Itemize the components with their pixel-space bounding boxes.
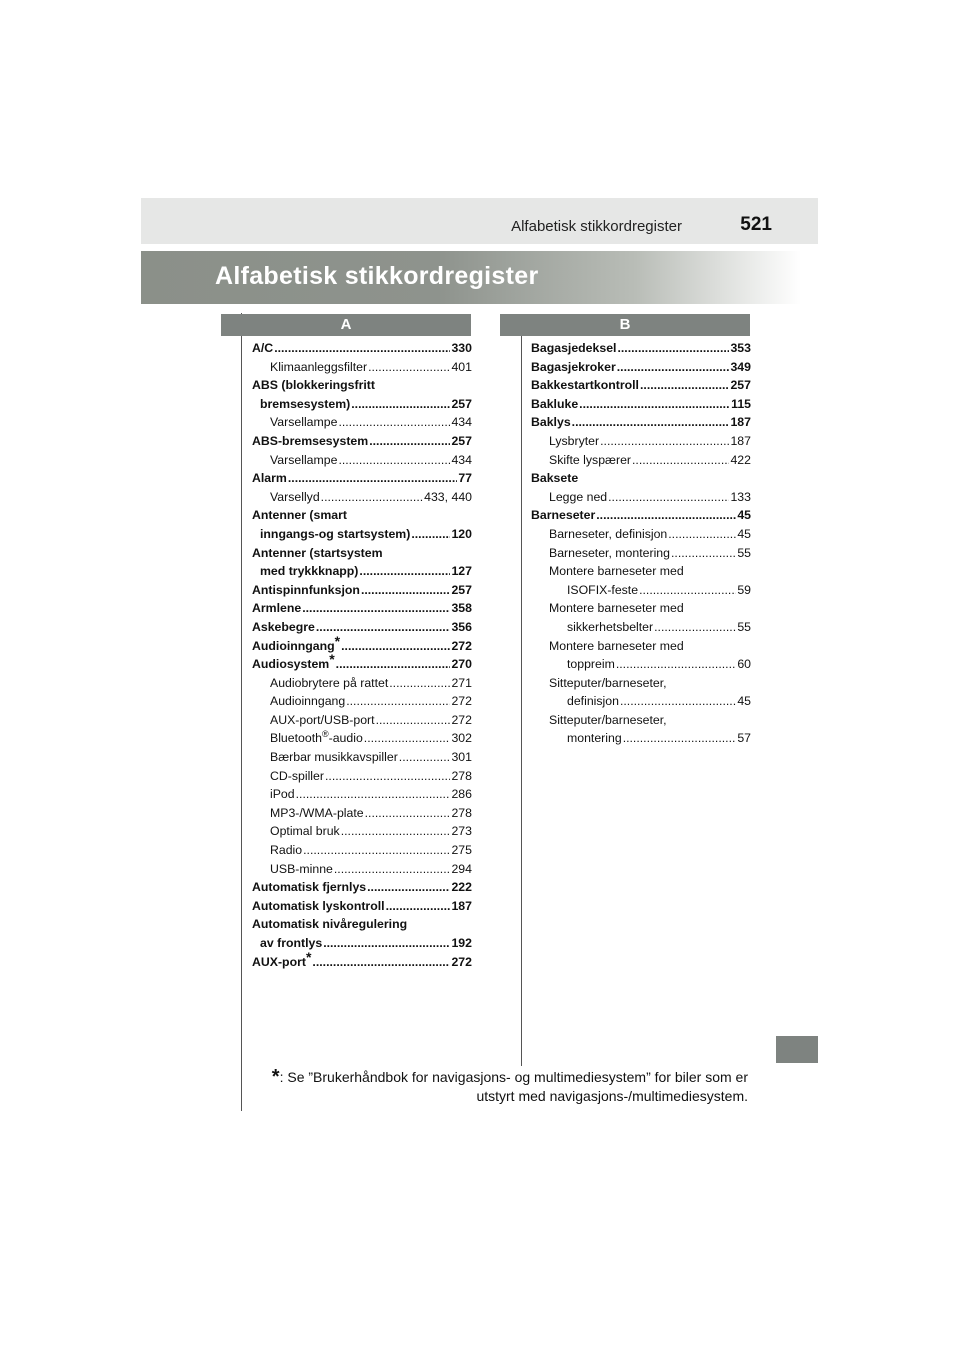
index-entry-pages: 45 <box>737 526 751 541</box>
middle-column-rule <box>521 336 522 1066</box>
dot-leader <box>312 953 450 972</box>
index-entry-pages: 257 <box>451 433 472 448</box>
dot-leader <box>572 413 730 432</box>
dot-leader <box>608 488 729 507</box>
index-entry <box>531 376 751 395</box>
index-entry-label: AUX-port/USB-port <box>270 712 375 727</box>
index-entry-label-group <box>252 948 312 972</box>
dot-leader <box>338 451 450 470</box>
index-entry-label: ISOFIX-feste <box>567 582 639 597</box>
index-entry <box>252 878 472 897</box>
index-entry <box>531 525 751 544</box>
index-entry-label: Bærbar musikkavspiller <box>270 750 398 765</box>
footnote <box>270 1068 748 1106</box>
index-entry-label: Automatisk nivåregulering <box>252 917 408 932</box>
footnote-star: * <box>271 1066 280 1088</box>
index-entry-label: Sitteputer/barneseter, <box>549 712 667 727</box>
index-entry-label: AUX-port <box>252 954 306 969</box>
index-entry <box>531 674 751 693</box>
index-entry-label: Audiobrytere på rattet <box>270 675 389 690</box>
index-entry-pages: 272 <box>451 694 472 709</box>
dot-leader <box>367 878 450 897</box>
dot-leader <box>620 692 736 711</box>
index-entry-label-group <box>567 692 619 711</box>
index-entry-pages: 257 <box>451 582 472 597</box>
index-entry <box>531 655 751 674</box>
index-entry-pages: 257 <box>730 378 751 393</box>
index-entry <box>252 651 472 674</box>
dot-leader <box>296 785 451 804</box>
footnote-star-marker: * <box>334 632 341 649</box>
index-entry-label: A/C <box>252 341 274 355</box>
index-entry-label: Varsellyd <box>270 489 320 504</box>
dot-leader <box>274 339 450 358</box>
index-entry-pages: 270 <box>451 657 472 672</box>
index-entry-label: Bluetooth <box>270 731 322 746</box>
index-column-b <box>531 339 751 748</box>
dot-leader <box>359 562 450 581</box>
dot-leader <box>617 339 729 358</box>
index-entry-label-group <box>549 488 607 507</box>
dot-leader <box>346 692 450 711</box>
index-entry-label-group <box>260 395 350 414</box>
footnote-text: : Se ”Brukerhåndbok for navigasjons- og multimediesystem” for biler som er utstyrt med navigasjons-/multimediesystem. <box>279 1069 748 1104</box>
index-entry <box>252 395 472 414</box>
index-entry-pages: 45 <box>737 508 751 523</box>
index-entry-label: Audioinngang <box>252 638 335 653</box>
index-entry-label: definisjon <box>567 694 619 709</box>
index-entry <box>252 822 472 841</box>
index-entry-label-group <box>531 506 595 525</box>
index-entry-label: Barneseter, definisjon <box>549 526 668 541</box>
dot-leader <box>325 767 450 786</box>
dot-leader <box>341 637 450 656</box>
index-entry-label: Antispinnfunksjon <box>252 582 360 597</box>
dot-leader <box>600 432 729 451</box>
index-entry <box>531 711 751 730</box>
index-entry <box>252 451 472 470</box>
dot-leader <box>639 581 736 600</box>
dot-leader <box>365 804 451 823</box>
letter-heading-b: B <box>500 314 750 336</box>
letter-heading-a: A <box>221 314 471 336</box>
index-entry <box>252 692 472 711</box>
index-entry <box>252 841 472 860</box>
index-entry-pages: 55 <box>737 619 751 634</box>
chapter-tab <box>776 1036 818 1063</box>
index-entry-label-group <box>260 562 358 581</box>
index-entry-label: inngangs-og startsystem) <box>260 526 411 541</box>
index-entry-pages: 187 <box>730 415 751 430</box>
dot-leader <box>334 860 451 879</box>
index-entry-label-group <box>270 785 295 804</box>
index-entry-pages: 115 <box>731 396 751 411</box>
index-entry-label: toppreim <box>567 657 615 672</box>
index-entry-label: Barneseter <box>531 508 596 523</box>
index-entry <box>531 395 751 414</box>
dot-leader <box>640 376 729 395</box>
index-entry-label-group <box>252 897 385 916</box>
footnote-star-marker: * <box>305 948 312 965</box>
dot-leader <box>386 897 451 916</box>
index-entry-label-group <box>270 488 320 507</box>
index-entry-pages: 127 <box>451 564 472 579</box>
index-entry-pages: 349 <box>730 359 751 374</box>
page-number: 521 <box>740 214 772 235</box>
index-entry <box>252 544 472 563</box>
index-entry-label-group <box>549 432 599 451</box>
index-entry-label-group <box>549 544 670 563</box>
index-entry <box>531 358 751 377</box>
index-entry-pages: 271 <box>451 675 472 690</box>
index-entry-label: Bagasjedeksel <box>531 341 617 355</box>
index-entry-label: sikkerhetsbelter <box>567 619 654 634</box>
index-entry-pages: 401 <box>451 359 472 374</box>
dot-leader <box>616 655 736 674</box>
index-entry <box>252 358 472 377</box>
index-entry <box>252 413 472 432</box>
dot-leader <box>399 748 451 767</box>
index-entry-label: ABS-bremsesystem <box>252 433 369 448</box>
index-entry-label-group <box>270 860 333 879</box>
index-entry-label-group <box>549 525 667 544</box>
dot-leader <box>323 934 450 953</box>
index-entry-pages: 120 <box>451 526 472 541</box>
dot-leader <box>303 841 450 860</box>
index-entry-pages: 434 <box>451 452 472 467</box>
index-entry-pages: 187 <box>730 433 751 448</box>
index-entry-label: CD-spiller <box>270 768 324 783</box>
dot-leader <box>361 581 451 600</box>
index-entry <box>252 581 472 600</box>
left-column-rule <box>241 313 242 1111</box>
index-entry-label-group <box>252 651 335 674</box>
index-entry-label-group <box>567 618 653 637</box>
dot-leader <box>302 599 450 618</box>
index-entry-label: Montere barneseter med <box>549 638 684 653</box>
index-entry-label: MP3-/WMA-plate <box>270 805 364 820</box>
index-entry-pages: 272 <box>451 638 472 653</box>
index-entry-pages: 272 <box>451 954 472 969</box>
index-entry-pages: 422 <box>730 452 751 467</box>
index-entry-label-group <box>252 432 368 451</box>
index-entry <box>252 339 472 358</box>
index-entry-label-group <box>260 525 410 544</box>
running-header <box>141 198 818 244</box>
index-entry-pages: 275 <box>451 843 472 858</box>
index-entry-label-group <box>270 674 388 693</box>
dot-leader <box>336 655 451 674</box>
index-entry-label-group <box>531 339 616 358</box>
index-entry-label: med trykkknapp) <box>260 564 359 579</box>
index-entry-label: Antenner (startsystem <box>252 545 383 560</box>
index-entry <box>252 432 472 451</box>
index-entry-pages: 286 <box>451 787 472 802</box>
index-entry-label: ABS (blokkeringsfritt <box>252 378 375 393</box>
index-entry-label: Varsellampe <box>270 452 338 467</box>
dot-leader <box>351 395 450 414</box>
index-entry-label-group <box>549 451 631 470</box>
dot-leader <box>389 674 450 693</box>
dot-leader <box>376 711 451 730</box>
dot-leader <box>338 413 450 432</box>
index-entry <box>531 506 751 525</box>
index-entry-label-group <box>252 632 341 656</box>
index-entry <box>531 413 751 432</box>
index-entry-pages: 353 <box>730 341 751 355</box>
index-entry-label-group <box>270 804 364 823</box>
index-entry-label: Baklys <box>531 415 571 430</box>
index-entry <box>252 562 472 581</box>
index-entry-pages: 133 <box>730 489 751 504</box>
dot-leader <box>321 488 423 507</box>
index-entry <box>252 729 472 748</box>
index-entry-label-group <box>270 413 337 432</box>
index-entry-pages: 57 <box>737 731 751 746</box>
index-entry <box>252 506 472 525</box>
index-entry-label: Bakluke <box>531 396 579 411</box>
index-entry-label: Askebegre <box>252 619 315 634</box>
index-entry-label: Montere barneseter med <box>549 564 684 579</box>
dot-leader <box>368 358 450 377</box>
index-entry <box>531 692 751 711</box>
index-entry-label: iPod <box>270 787 295 802</box>
index-entry <box>252 632 472 656</box>
index-entry-label-group <box>270 451 337 470</box>
index-entry-pages: 273 <box>451 824 472 839</box>
index-entry-label: Klimaanleggsfilter <box>270 359 368 374</box>
dot-leader <box>654 618 736 637</box>
dot-leader <box>632 451 729 470</box>
dot-leader <box>668 525 736 544</box>
index-entry <box>252 860 472 879</box>
index-entry <box>531 469 751 488</box>
index-entry-label-group <box>252 878 366 897</box>
index-entry-label: Automatisk fjernlys <box>252 880 367 895</box>
index-entry-label-group <box>270 822 340 841</box>
index-entry <box>531 488 751 507</box>
dot-leader <box>617 358 730 377</box>
index-entry <box>252 525 472 544</box>
index-entry-label: Sitteputer/barneseter, <box>549 675 667 690</box>
index-entry <box>531 618 751 637</box>
index-entry <box>531 637 751 656</box>
index-entry-label-group <box>270 748 398 767</box>
index-entry-label: Baksete <box>531 471 579 486</box>
dot-leader <box>369 432 450 451</box>
index-entry-label-group <box>270 729 363 748</box>
index-entry-pages: 55 <box>737 545 751 560</box>
index-entry <box>252 599 472 618</box>
index-entry <box>252 748 472 767</box>
index-entry-label: Varsellampe <box>270 415 338 430</box>
index-entry-label: Lysbryter <box>549 433 600 448</box>
index-entry-label: montering <box>567 731 622 746</box>
index-entry-label: Optimal bruk <box>270 824 340 839</box>
index-entry-pages: 356 <box>451 619 472 634</box>
dot-leader <box>596 506 736 525</box>
index-entry-label: Armlene <box>252 601 302 616</box>
index-entry <box>252 469 472 488</box>
index-entry <box>252 948 472 972</box>
index-entry <box>531 599 751 618</box>
index-entry-pages: 330 <box>451 341 472 355</box>
index-entry-pages: 187 <box>451 898 472 913</box>
index-entry <box>252 674 472 693</box>
index-entry-pages: 257 <box>451 396 472 411</box>
index-entry-label-group <box>260 934 322 953</box>
dot-leader <box>623 729 737 748</box>
index-entry-pages: 434 <box>451 415 472 430</box>
index-entry-label-group <box>567 581 638 600</box>
dot-leader <box>671 544 736 563</box>
index-entry-label-group <box>252 339 273 358</box>
index-entry <box>531 339 751 358</box>
index-entry <box>252 804 472 823</box>
index-entry-pages: 358 <box>451 601 472 616</box>
index-entry-pages: 278 <box>451 768 472 783</box>
index-entry-pages: 60 <box>737 657 751 672</box>
dot-leader <box>288 469 457 488</box>
index-entry <box>252 915 472 934</box>
index-entry-label: Bakkestartkontroll <box>531 378 639 393</box>
index-entry-label-group <box>252 618 315 637</box>
index-entry-label: Montere barneseter med <box>549 601 684 616</box>
index-entry-pages: 222 <box>451 880 472 895</box>
index-entry <box>531 451 751 470</box>
index-entry-label: Antenner (smart <box>252 508 347 523</box>
index-entry-label-group <box>270 841 302 860</box>
index-entry <box>252 376 472 395</box>
index-entry <box>531 581 751 600</box>
index-entry-pages: 77 <box>458 471 472 486</box>
index-entry-pages: 433, 440 <box>424 489 472 504</box>
index-entry <box>252 711 472 730</box>
index-entry-pages: 192 <box>451 936 472 950</box>
index-column-a <box>252 339 472 971</box>
index-entry-label-suffix: -audio <box>328 731 363 746</box>
index-entry <box>252 488 472 507</box>
index-entry-label: Skifte lyspærer <box>549 452 632 467</box>
index-entry-label: Automatisk lyskontroll <box>252 898 385 913</box>
index-entry-label: Audioinngang <box>270 694 346 709</box>
index-entry-label: USB-minne <box>270 861 333 876</box>
index-entry <box>252 767 472 786</box>
index-entry <box>252 785 472 804</box>
section-title: Alfabetisk stikkordregister <box>215 262 539 290</box>
index-entry <box>531 432 751 451</box>
index-entry-label-group <box>270 692 345 711</box>
dot-leader <box>341 822 451 841</box>
index-entry-pages: 59 <box>737 582 751 597</box>
registered-mark: ® <box>321 729 329 740</box>
index-entry-pages: 301 <box>451 750 472 765</box>
dot-leader <box>579 395 730 414</box>
index-entry-label: Radio <box>270 843 303 858</box>
index-entry-pages: 278 <box>451 805 472 820</box>
index-entry <box>252 618 472 637</box>
index-entry <box>531 729 751 748</box>
index-entry-label-group <box>252 469 287 488</box>
index-entry-label: Audiosystem <box>252 657 330 672</box>
index-entry <box>531 562 751 581</box>
index-entry-label-group <box>531 395 578 414</box>
index-entry-label-group <box>531 413 571 432</box>
index-entry-label-group <box>270 711 375 730</box>
index-entry-label: bremsesystem) <box>260 396 351 411</box>
index-entry <box>252 897 472 916</box>
index-entry-label: Alarm <box>252 471 287 486</box>
footnote-star-marker: * <box>329 651 335 668</box>
index-entry-label-group <box>252 599 301 618</box>
index-entry-pages: 294 <box>451 861 472 876</box>
index-entry-pages: 302 <box>451 731 472 746</box>
section-title-band <box>141 251 801 304</box>
index-entry-label-group <box>531 358 616 377</box>
index-entry-label: Bagasjekroker <box>531 359 616 374</box>
index-entry-label: Barneseter, montering <box>549 545 670 560</box>
index-entry-pages: 272 <box>451 712 472 727</box>
index-entry-label-group <box>531 376 639 395</box>
dot-leader <box>411 525 450 544</box>
index-entry-label: av frontlys <box>260 936 323 950</box>
index-entry-label-group <box>252 581 360 600</box>
index-entry-label: Legge ned <box>549 489 608 504</box>
index-entry-label-group <box>567 729 622 748</box>
index-entry-label-group <box>270 358 367 377</box>
index-entry-pages: 45 <box>737 694 751 709</box>
index-entry <box>531 544 751 563</box>
index-entry-label-group <box>567 655 615 674</box>
index-entry <box>252 934 472 953</box>
index-entry-label-group <box>270 767 324 786</box>
running-header-title: Alfabetisk stikkordregister <box>511 218 682 235</box>
dot-leader <box>364 729 451 748</box>
